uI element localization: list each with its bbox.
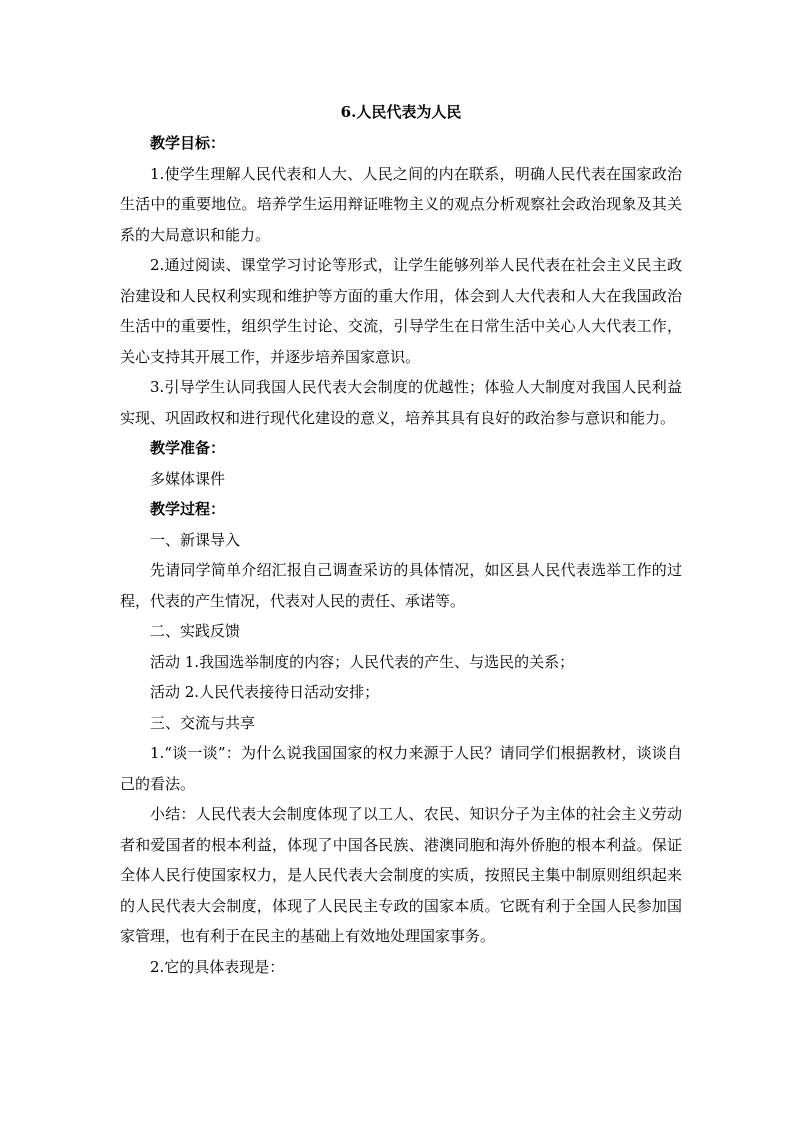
activity-1-text: 活动 1.我国选举制度的内容；人民代表的产生、与选民的关系； xyxy=(150,652,575,671)
goal-2-paragraph: 2.通过阅读、课堂学习讨论等形式，让学生能够列举人民代表在社会主义民主政治建设和人民权利实现和维护等方面的重大作用，体会到人大代表和人大在我国政治生活中的重要性，组织学生讨论、交流，引导学生在日常生活中关心人大代表工作，关心支持其开展工作，并逐步培养国家意识。 xyxy=(120,256,682,366)
goal-1-paragraph: 1.使学生理解人民代表和人大、人民之间的内在联系，明确人民代表在国家政治生活中的重要地位。培养学生运用辩证唯物主义的观点分析观察社会政治现象及其关系的大局意识和能力。 xyxy=(120,164,682,244)
section-1-heading: 一、新课导入 xyxy=(150,530,241,549)
document-page xyxy=(120,98,682,982)
prep-text: 多媒体课件 xyxy=(150,469,226,488)
discussion-2-paragraph: 2.它的具体表现是： xyxy=(150,957,285,976)
section-1-paragraph: 先请同学简单介绍汇报自己调查采访的具体情况，如区县人民代表选举工作的过程，代表的产生情况，代表对人民的责任、承诺等。 xyxy=(120,561,682,610)
prep-heading: 教学准备： xyxy=(150,439,226,457)
activity-2-text: 活动 2.人民代表接待日活动安排； xyxy=(150,683,380,701)
section-2-heading: 二、实践反馈 xyxy=(150,622,241,640)
discussion-1-paragraph: 1.“谈一谈”：为什么说我国国家的权力来源于人民？请同学们根据教材，谈谈自己的看法。 xyxy=(120,744,682,793)
document-title: 6.人民代表为人民 xyxy=(340,103,462,121)
goals-heading: 教学目标： xyxy=(150,134,226,152)
section-3-heading: 三、交流与共享 xyxy=(150,713,256,732)
process-heading: 教学过程： xyxy=(150,500,226,518)
goal-3-paragraph: 3.引导学生认同我国人民代表大会制度的优越性；体验人大制度对我国人民利益实现、巩固政权和进行现代化建设的意义，培养其具有良好的政治参与意识和能力。 xyxy=(120,378,682,427)
summary-paragraph: 小结：人民代表大会制度体现了以工人、农民、知识分子为主体的社会主义劳动者和爱国者的根本利益，体现了中国各民族、港澳同胞和海外侨胞的根本利益。保证全体人民行使国家权力，是人民代表大会制度的实质，按照民主集中制原则组织起来的人民代表大会制度，体现了人民民主专政的国家本质。它既有利于全国人民参加国家管理，也有利于在民主的基础上有效地处理国家事务。 xyxy=(120,805,682,945)
